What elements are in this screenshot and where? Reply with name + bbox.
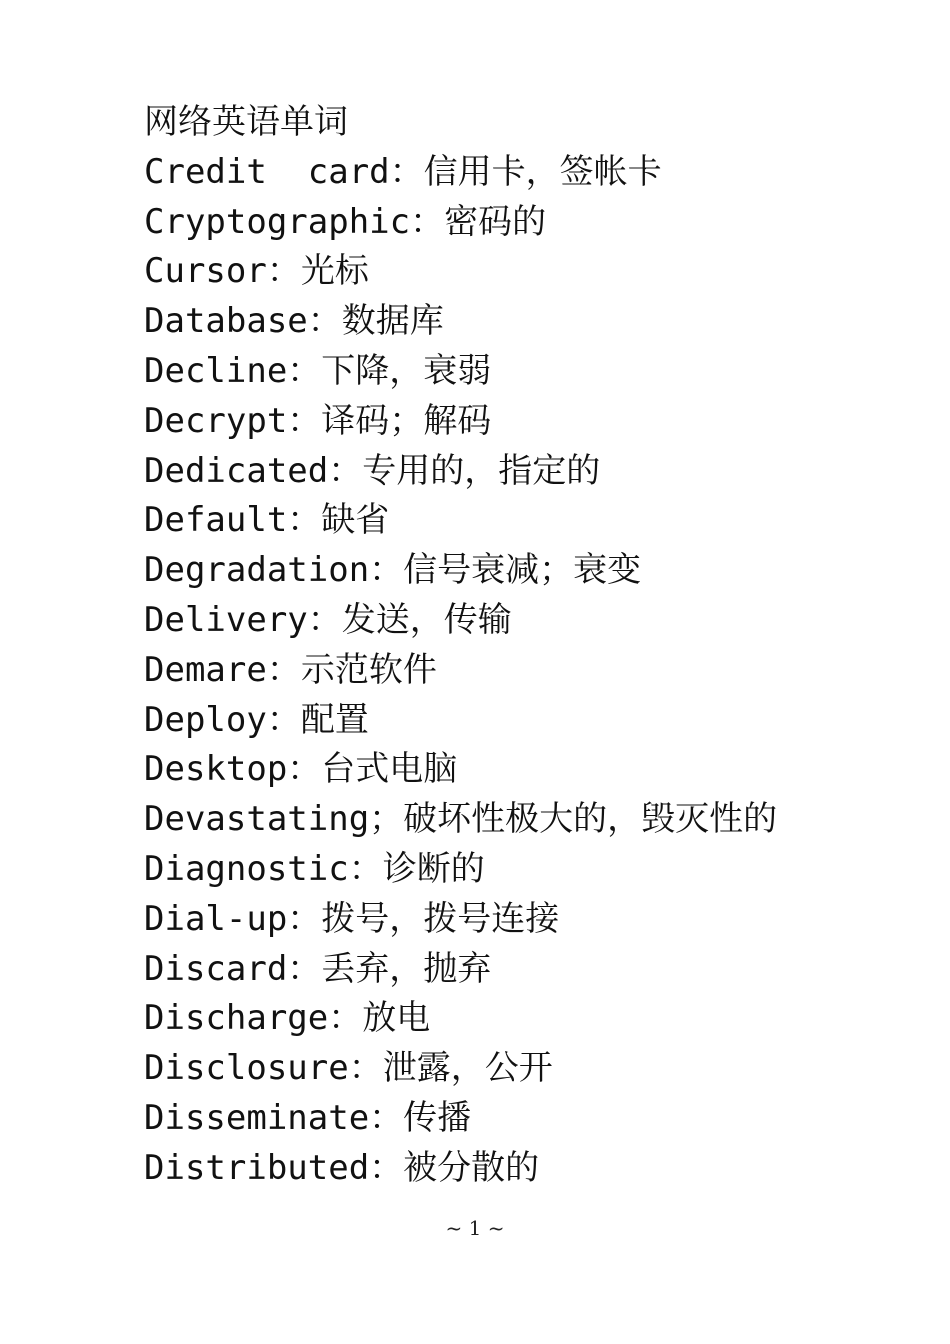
vocab-entry: Degradation：信号衰减；衰变 — [144, 550, 642, 591]
vocab-entry: Cursor：光标 — [144, 251, 369, 292]
vocab-entry: Default：缺省 — [144, 500, 390, 541]
vocab-entry: Decline：下降，衰弱 — [144, 350, 492, 391]
vocab-entry: Credit card：信用卡，签帐卡 — [144, 151, 662, 192]
vocab-entry: Desktop：台式电脑 — [144, 749, 458, 790]
vocab-entry: Demare：示范软件 — [144, 649, 437, 690]
document-title: 网络英语单词 — [144, 102, 348, 142]
vocab-entry: Delivery：发送，传输 — [144, 599, 512, 640]
vocab-entry: Deploy：配置 — [144, 699, 369, 740]
vocab-entry: Diagnostic：诊断的 — [144, 848, 485, 889]
page-number: ~ 1 ~ — [445, 1216, 505, 1240]
document-body — [144, 98, 924, 1194]
vocab-entry: Discard：丢弃，抛弃 — [144, 948, 492, 989]
vocab-entry: Distributed：被分散的 — [144, 1147, 540, 1188]
vocab-entry: Dedicated：专用的，指定的 — [144, 450, 601, 491]
vocab-entry: Disseminate：传播 — [144, 1097, 472, 1138]
vocab-entry: Disclosure：泄露，公开 — [144, 1048, 553, 1089]
vocab-entry: Cryptographic：密码的 — [144, 201, 547, 242]
vocab-entry: Database：数据库 — [144, 301, 444, 342]
vocab-entry: Dial-up：拨号，拨号连接 — [144, 898, 560, 939]
vocab-entry: Discharge：放电 — [144, 998, 431, 1039]
vocab-entry: Devastating；破坏性极大的，毁灭性的 — [144, 799, 778, 840]
vocab-entry: Decrypt：译码；解码 — [144, 400, 492, 441]
